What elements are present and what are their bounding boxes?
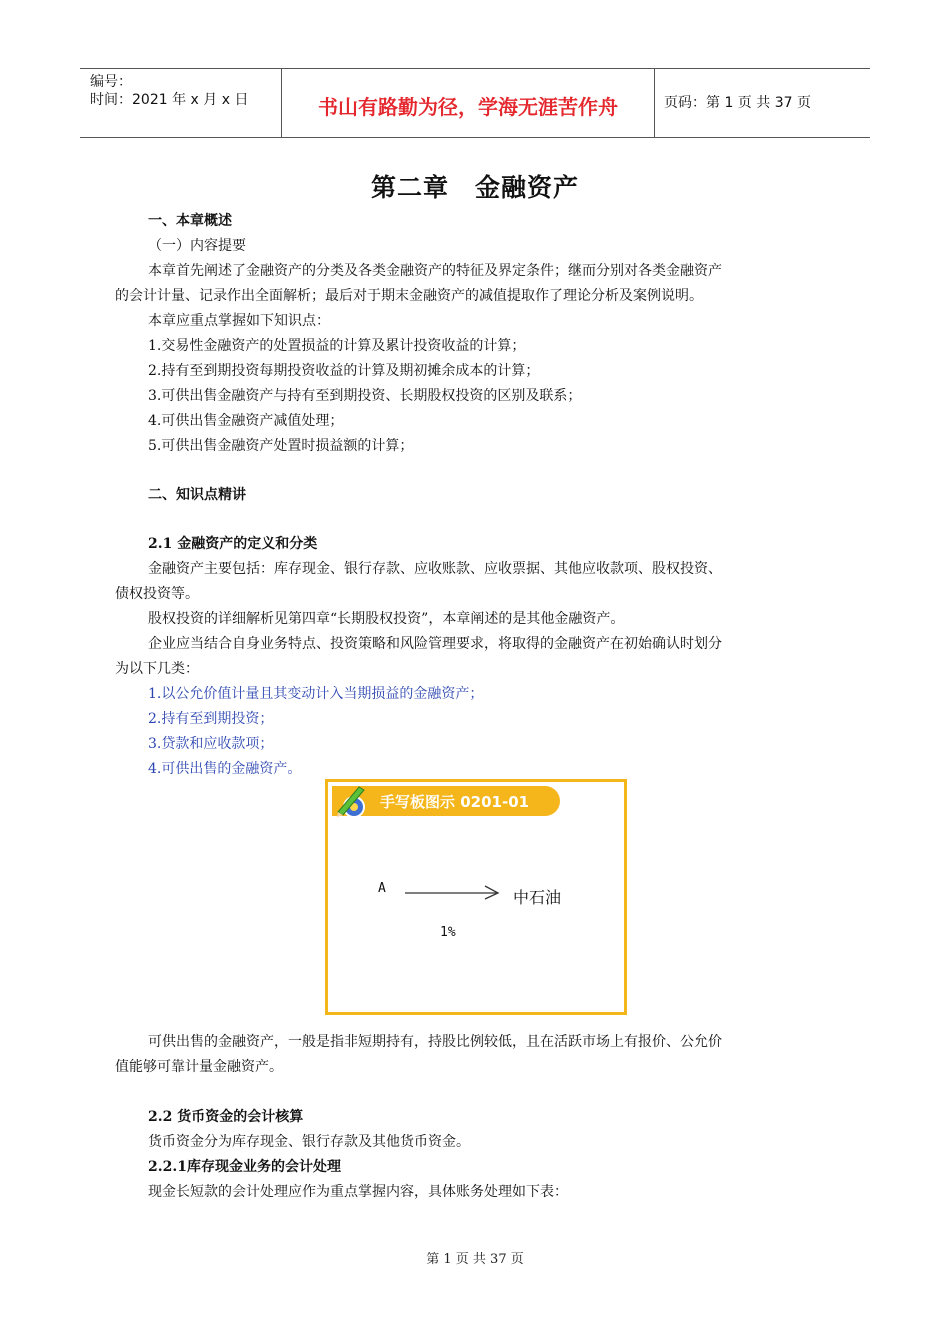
header-table	[80, 68, 870, 138]
header-cell-motto	[282, 69, 655, 137]
subsection-2-2-heading: 2.2 货币资金的会计核算	[148, 1109, 304, 1125]
chapter-title: 第二章 金融资产	[370, 173, 579, 202]
paragraph: 现金长短款的会计处理应作为重点掌握内容，具体账务处理如下表：	[148, 1184, 568, 1200]
page-info: 页码：第 1 页 共 37 页	[664, 95, 811, 111]
category-item: 3.贷款和应收款项；	[148, 736, 274, 752]
header-cell-meta	[80, 69, 282, 137]
section1-heading: 一、本章概述	[148, 213, 232, 229]
paragraph: 企业应当结合自身业务特点、投资策略和风险管理要求，将取得的金融资产在初始确认时划分	[148, 636, 722, 652]
figure-label-target: 中石油	[513, 888, 562, 907]
paragraph: 值能够可靠计量金融资产。	[115, 1059, 283, 1075]
paragraph: 本章应重点掌握如下知识点：	[148, 313, 330, 329]
paragraph: 的会计计量、记录作出全面解析；最后对于期末金融资产的减值提取作了理论分析及案例说明。	[115, 288, 703, 304]
handwriting-figure	[325, 779, 627, 1015]
category-item: 4.可供出售的金融资产。	[148, 761, 302, 777]
paragraph: 本章首先阐述了金融资产的分类及各类金融资产的特征及界定条件；继而分别对各类金融资产	[148, 263, 722, 279]
paragraph: 债权投资等。	[115, 586, 199, 602]
subsection-2-2-1-heading: 2.2.1库存现金业务的会计处理	[148, 1159, 341, 1175]
list-item: 2.持有至到期投资每期投资收益的计算及期初摊余成本的计算；	[148, 363, 540, 379]
section1-subheading: （一）内容提要	[148, 238, 246, 254]
header-cell-page	[655, 69, 870, 137]
time-label: 时间：2021 年 x 月 x 日	[90, 92, 249, 108]
pencil-icon	[334, 784, 370, 820]
paragraph: 金融资产主要包括：库存现金、银行存款、应收账款、应收票据、其他应收款项、股权投资、	[148, 561, 722, 577]
arrow-right-icon	[403, 882, 503, 902]
figure-title: 手写板图示 0201-01	[380, 793, 530, 811]
list-item: 1.交易性金融资产的处置损益的计算及累计投资收益的计算；	[148, 338, 526, 354]
section2-heading: 二、知识点精讲	[148, 487, 246, 503]
number-label: 编号：	[90, 74, 132, 90]
list-item: 5.可供出售金融资产处置时损益额的计算；	[148, 438, 414, 454]
paragraph: 股权投资的详细解析见第四章“长期股权投资”，本章阐述的是其他金融资产。	[148, 611, 625, 627]
category-item: 2.持有至到期投资；	[148, 711, 274, 727]
paragraph: 为以下几类：	[115, 661, 199, 677]
page-footer: 第 1 页 共 37 页	[426, 1252, 524, 1267]
list-item: 4.可供出售金融资产减值处理；	[148, 413, 344, 429]
motto: 书山有路勤为径，学海无涯苦作舟	[318, 95, 618, 119]
figure-label-a: A	[378, 881, 386, 896]
figure-label-percent: 1%	[440, 925, 456, 940]
list-item: 3.可供出售金融资产与持有至到期投资、长期股权投资的区别及联系；	[148, 388, 582, 404]
paragraph: 可供出售的金融资产，一般是指非短期持有，持股比例较低，且在活跃市场上有报价、公允价	[148, 1034, 722, 1050]
paragraph: 货币资金分为库存现金、银行存款及其他货币资金。	[148, 1134, 470, 1150]
category-item: 1.以公允价值计量且其变动计入当期损益的金融资产；	[148, 686, 484, 702]
subsection-2-1-heading: 2.1 金融资产的定义和分类	[148, 536, 318, 552]
